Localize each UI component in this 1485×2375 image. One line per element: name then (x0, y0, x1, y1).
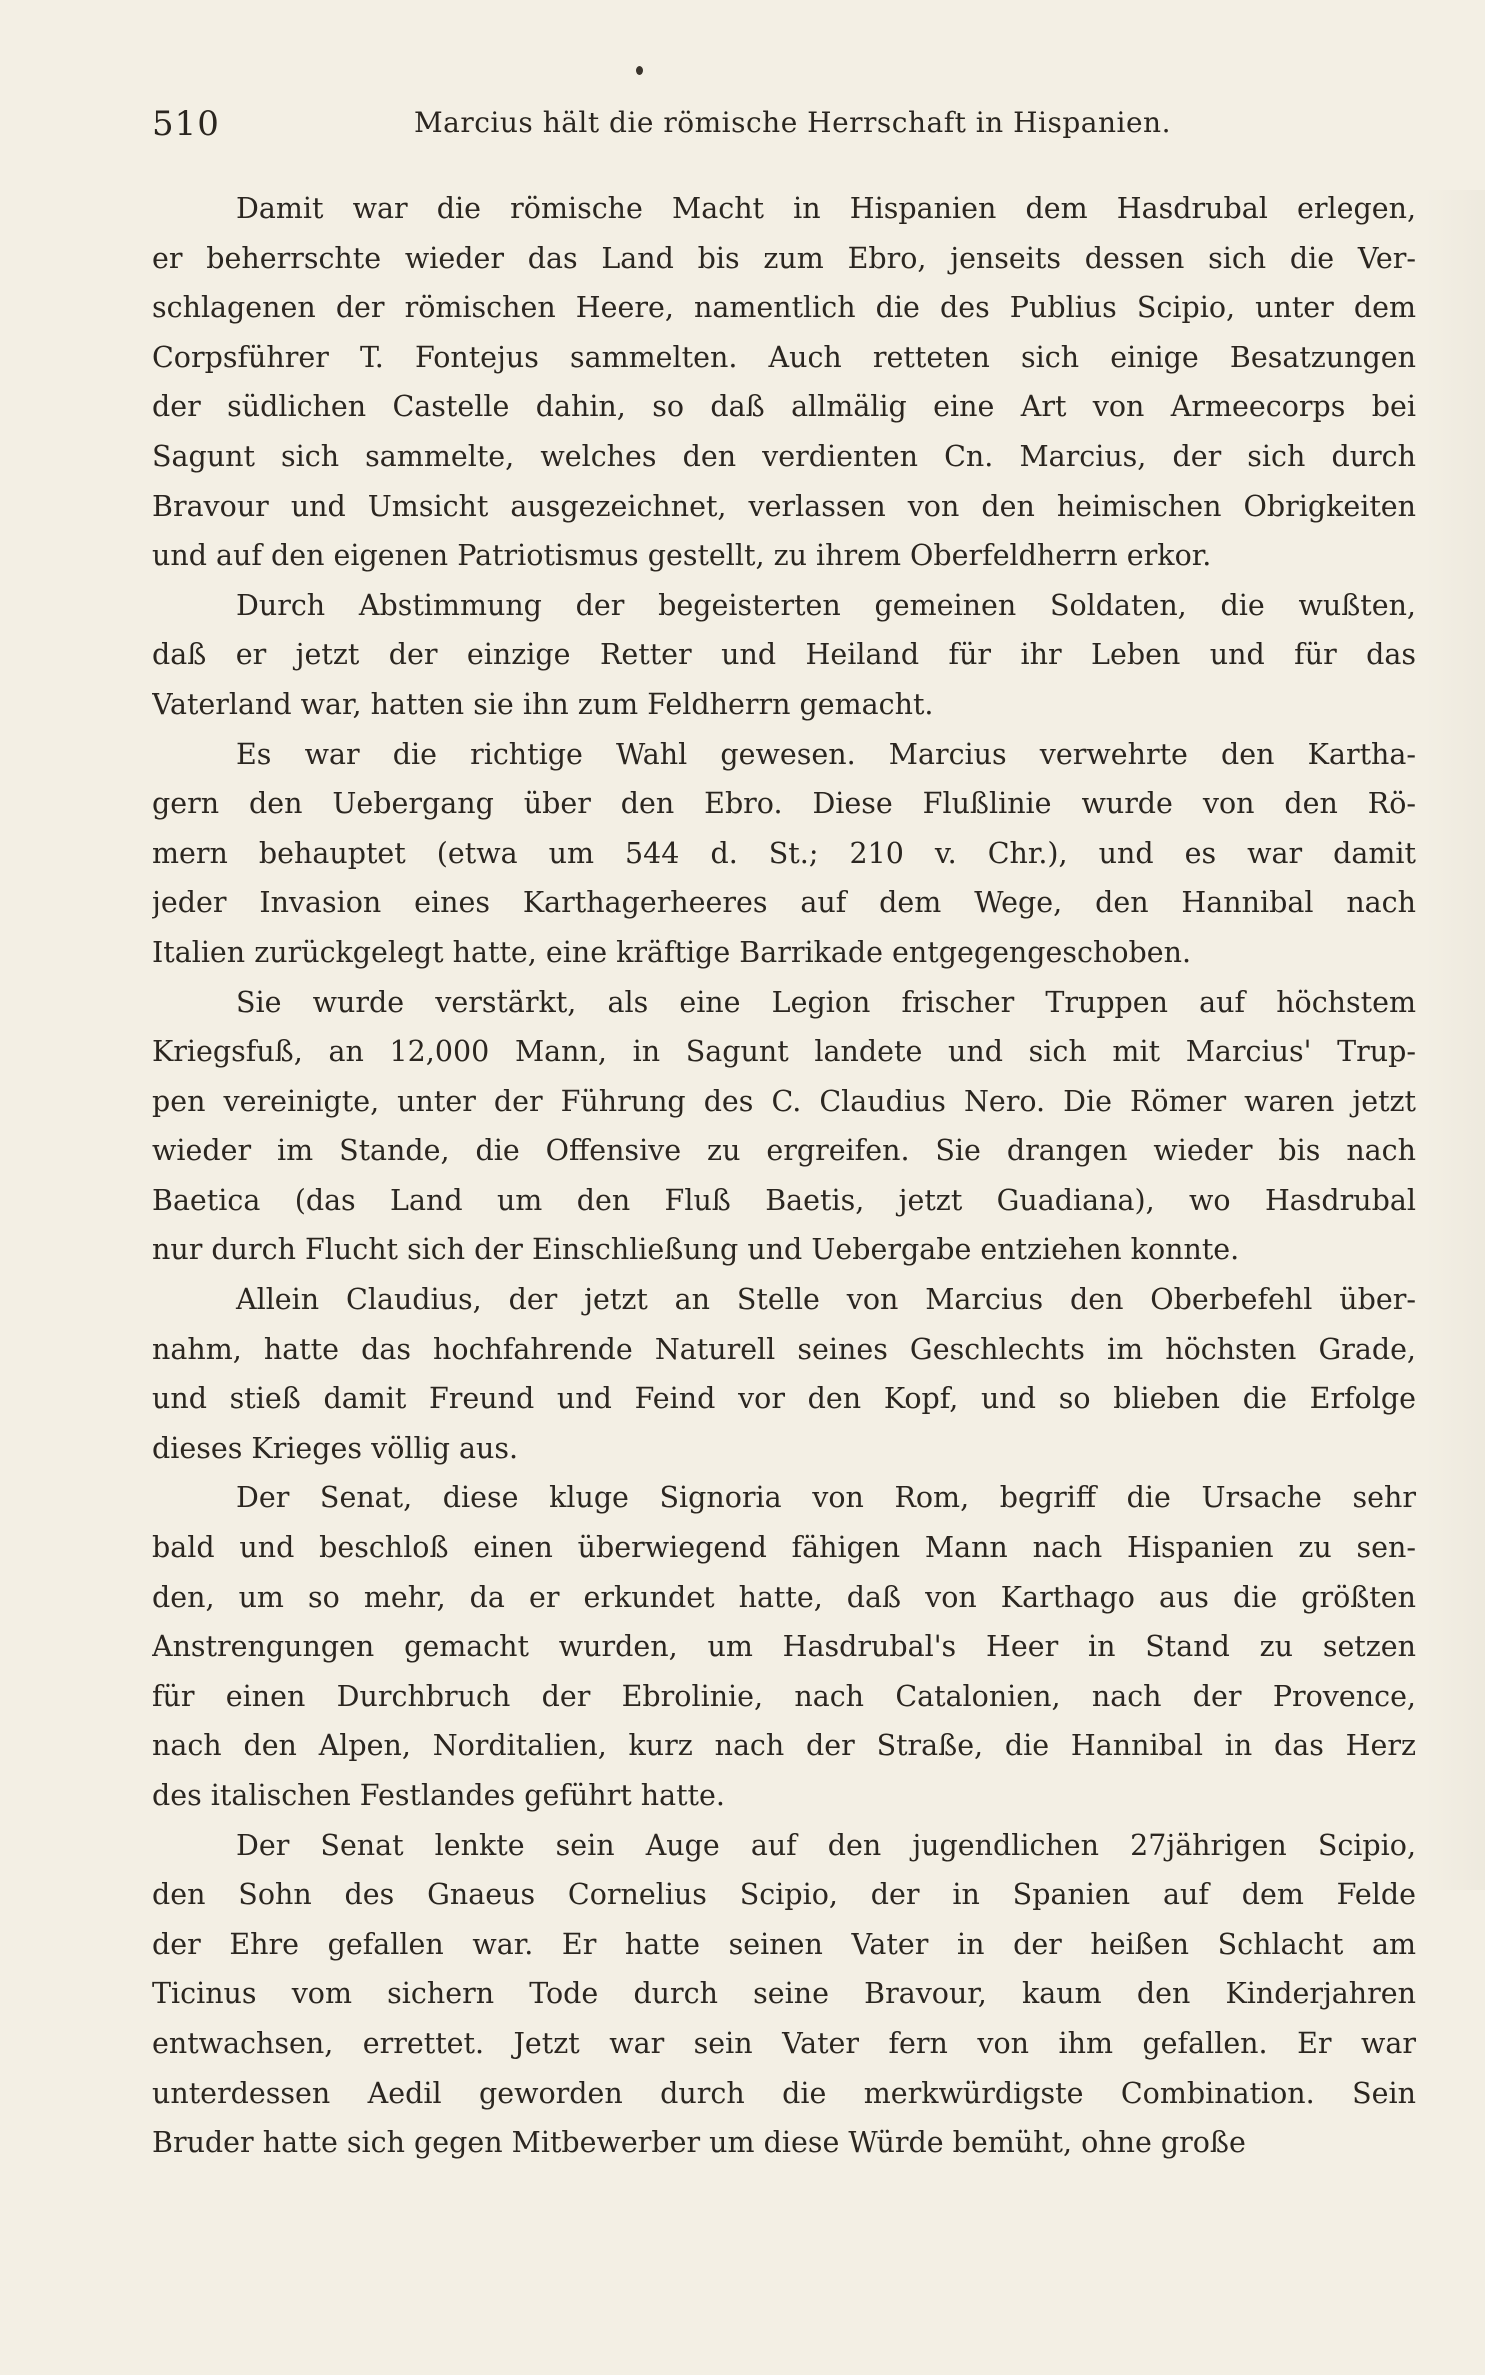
text-line: schlagenen der römischen Heere, namentlich die des Publius Scipio, unter dem (152, 291, 1416, 325)
text-line: unterdessen Aedil geworden durch die merkwürdigste Combination. Sein (152, 2076, 1416, 2110)
paragraph (152, 978, 1420, 1276)
page-header (152, 104, 1402, 152)
text-line: mern behauptet (etwa um 544 d. St.; 210 v. Chr.), und es war damit (152, 836, 1416, 870)
paragraph (152, 1275, 1420, 1473)
text-line: gern den Uebergang über den Ebro. Diese Flußlinie wurde von den Rö- (152, 787, 1416, 821)
text-line: Der Senat, diese kluge Signoria von Rom, begriff die Ursache sehr (236, 1481, 1416, 1515)
ink-mark (636, 66, 643, 75)
text-line: Italien zurückgelegt hatte, eine kräftige Barrikade entgegengeschoben. (152, 935, 1192, 969)
text-line: Kriegsfuß, an 12,000 Mann, in Sagunt landete und sich mit Marcius' Trup- (152, 1035, 1416, 1069)
paragraph (152, 1473, 1420, 1820)
text-line: pen vereinigte, unter der Führung des C. Claudius Nero. Die Römer waren jetzt (152, 1084, 1416, 1118)
text-line: dieses Krieges völlig aus. (152, 1431, 519, 1465)
text-line: den Sohn des Gnaeus Cornelius Scipio, der in Spanien auf dem Felde (152, 1878, 1416, 1912)
text-line: Baetica (das Land um den Fluß Baetis, jetzt Guadiana), wo Hasdrubal (152, 1183, 1416, 1217)
text-line: nur durch Flucht sich der Einschließung und Uebergabe entziehen konnte. (152, 1233, 1240, 1267)
running-title: Marcius hält die römische Herrschaft in Hispanien. (414, 106, 1171, 139)
text-line: Vaterland war, hatten sie ihn zum Feldherrn gemacht. (152, 687, 934, 721)
text-line: jeder Invasion eines Karthagerheeres auf dem Wege, den Hannibal nach (152, 886, 1416, 920)
text-line: nahm, hatte das hochfahrende Naturell seines Geschlechts im höchsten Grade, (152, 1332, 1416, 1366)
text-line: Corpsführer T. Fontejus sammelten. Auch retteten sich einige Besatzungen (152, 340, 1416, 374)
text-line: Bruder hatte sich gegen Mitbewerber um diese Würde bemüht, ohne große (152, 2126, 1246, 2160)
paragraph (152, 581, 1420, 730)
text-line: des italischen Festlandes geführt hatte. (152, 1779, 725, 1812)
text-line: Allein Claudius, der jetzt an Stelle von Marcius den Oberbefehl über- (236, 1283, 1416, 1317)
text-line: nach den Alpen, Norditalien, kurz nach der Straße, die Hannibal in das Herz (152, 1729, 1416, 1763)
text-line: der südlichen Castelle dahin, so daß allmälig eine Art von Armeecorps bei (152, 390, 1416, 424)
page-edge-shadow (1425, 190, 1485, 1890)
text-line: wieder im Stande, die Offensive zu ergreifen. Sie drangen wieder bis nach (152, 1134, 1416, 1168)
text-line: den, um so mehr, da er erkundet hatte, daß von Karthago aus die größten (152, 1580, 1416, 1614)
text-line: und auf den eigenen Patriotismus gestellt, zu ihrem Oberfeldherrn erkor. (152, 539, 1212, 573)
text-line: Damit war die römische Macht in Hispanien dem Hasdrubal erlegen, (236, 192, 1416, 225)
text-line: er beherrschte wieder das Land bis zum Ebro, jenseits dessen sich die Ver- (152, 241, 1416, 275)
text-line: Ticinus vom sichern Tode durch seine Bravour, kaum den Kinderjahren (152, 1977, 1416, 2011)
text-line: Anstrengungen gemacht wurden, um Hasdrubal's Heer in Stand zu setzen (152, 1630, 1416, 1664)
text-line: Es war die richtige Wahl gewesen. Marcius verwehrte den Kartha- (236, 737, 1416, 771)
text-line: Der Senat lenkte sein Auge auf den jugendlichen 27jährigen Scipio, (236, 1828, 1416, 1862)
paragraph (152, 1821, 1420, 2168)
paragraph (152, 184, 1420, 581)
body-text (152, 184, 1420, 2168)
paragraph (152, 730, 1420, 978)
text-line: Sagunt sich sammelte, welches den verdienten Cn. Marcius, der sich durch (152, 439, 1416, 473)
text-line: Durch Abstimmung der begeisterten gemeinen Soldaten, die wußten, (236, 588, 1416, 622)
text-line: für einen Durchbruch der Ebrolinie, nach Catalonien, nach der Provence, (152, 1679, 1416, 1713)
text-line: und stieß damit Freund und Feind vor den Kopf, und so blieben die Erfolge (152, 1382, 1416, 1416)
page-number: 510 (152, 104, 220, 144)
text-line: Sie wurde verstärkt, als eine Legion frischer Truppen auf höchstem (236, 985, 1416, 1019)
text-line: bald und beschloß einen überwiegend fähigen Mann nach Hispanien zu sen- (152, 1531, 1416, 1565)
text-line: entwachsen, errettet. Jetzt war sein Vater fern von ihm gefallen. Er war (152, 2026, 1416, 2060)
text-line: Bravour und Umsicht ausgezeichnet, verlassen von den heimischen Obrigkeiten (152, 489, 1416, 523)
text-line: der Ehre gefallen war. Er hatte seinen Vater in der heißen Schlacht am (152, 1927, 1416, 1961)
text-line: daß er jetzt der einzige Retter und Heiland für ihr Leben und für das (152, 638, 1416, 672)
